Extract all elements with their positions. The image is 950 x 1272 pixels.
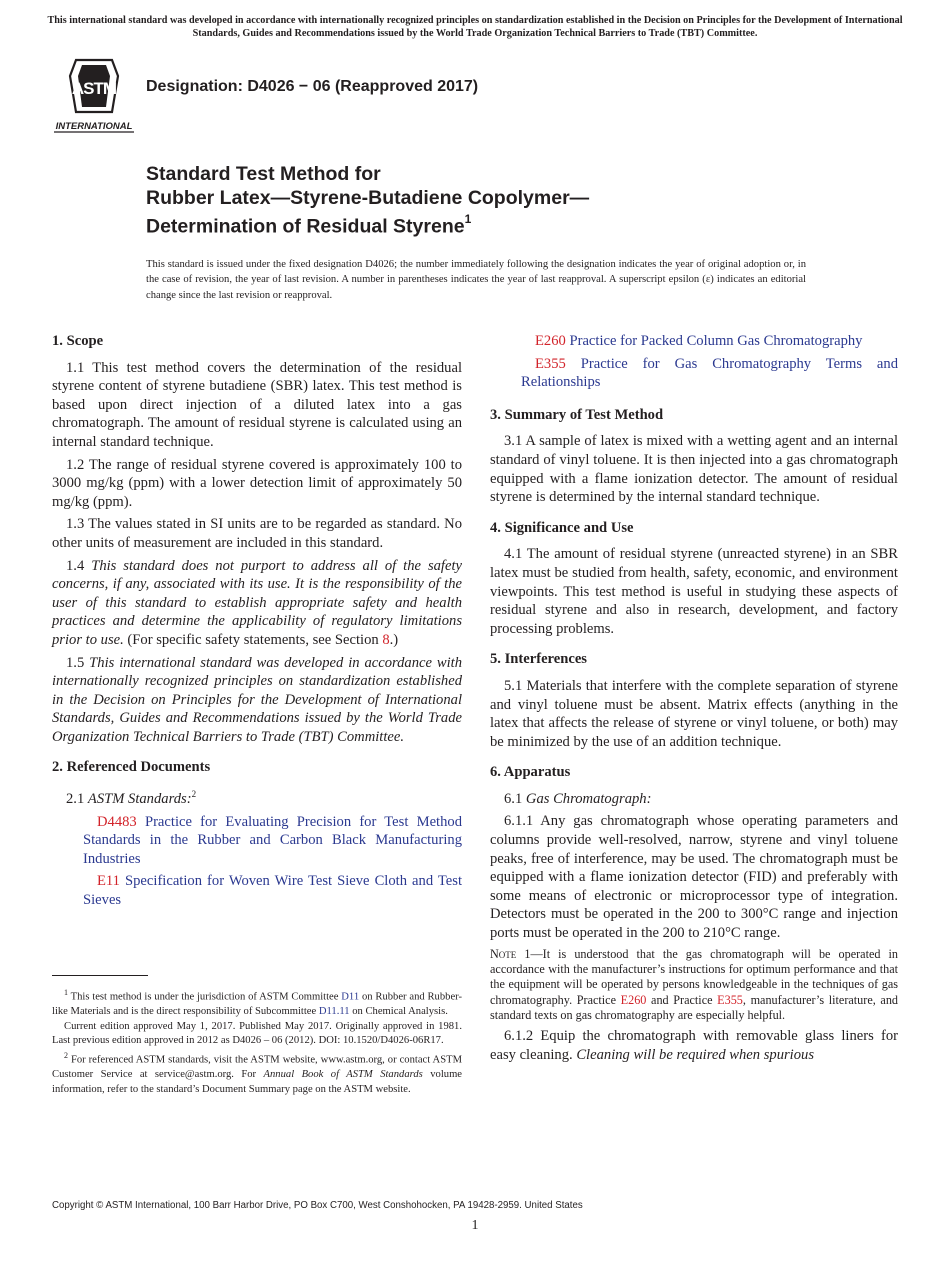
footnote-edition: Current edition approved May 1, 2017. Published May 2017. Originally approved in 1981. Last previous edition approved in 2012 as D4026 – 06 (2012). DOI: 10.1520/D4026-06R17. bbox=[52, 1020, 462, 1047]
title-line-1: Standard Test Method for bbox=[146, 163, 381, 185]
para-3-1: 3.1 A sample of latex is mixed with a wetting agent and an internal standard of vinyl toluene. It is then injected into a gas chromatograph equipped with a flame ionization detector. The amount of residual styrene is determined by the internal standard technique. bbox=[490, 433, 898, 506]
para-6-1: 6.1 Gas Chromatograph: bbox=[504, 790, 652, 807]
footnotes bbox=[52, 986, 462, 1097]
para-1-1: 1.1 This test method covers the determination of the residual styrene content of styrene butadiene (SBR) latex. This test method is based upon direct injection of a diluted latex into a gas chromatograph. The amount of residual styrene is calculated using an internal standard technique. bbox=[52, 359, 462, 450]
para-1-3: 1.3 The values stated in SI units are to be regarded as standard. No other units of measurement are included in this standard. bbox=[52, 516, 462, 551]
reference-e11[interactable]: E11 Specification for Woven Wire Test Sieve Cloth and Test Sieves bbox=[83, 873, 462, 908]
para-6-1-1: 6.1.1 Any gas chromatograph whose operating parameters and columns provide well-resolved, narrow, styrene and vinyl toluene peaks, free of interference, may be used. The chromatograph must be equipped with a flame ionization detector (FID) and preferably with some means of electronic or microprocessor type of integration. Detectors must be operated in the 200 to 300°C range and injection ports must be operated in the 200 to 210°C range. bbox=[490, 813, 898, 942]
astm-emblem-icon bbox=[52, 60, 136, 132]
page-title bbox=[146, 163, 589, 239]
left-column bbox=[52, 332, 462, 913]
copyright: Copyright © ASTM International, 100 Barr Harbor Drive, PO Box C700, West Conshohocken, PA 19428-2959. United States bbox=[52, 1200, 583, 1211]
section-heading-interferences: 5. Interferences bbox=[490, 651, 587, 668]
title-line-2: Rubber Latex—Styrene-Butadiene Copolymer— bbox=[146, 186, 590, 209]
page-number: 1 bbox=[471, 1218, 479, 1233]
reference-e355[interactable]: E355 Practice for Gas Chromatography Terms and Relationships bbox=[521, 355, 898, 391]
para-5-1: 5.1 Materials that interfere with the complete separation of styrene and vinyl toluene must be absent. Matrix effects (anything in the latex that affects the release of styrene or vinyl toluene, or both) may be minimized by the use of an addition technique. bbox=[490, 677, 898, 750]
para-1-2: 1.2 The range of residual styrene covered is approximately 100 to 3000 mg/kg (ppm) with a lower detection limit of approximately 50 mg/kg (ppm). bbox=[52, 456, 462, 510]
para-6-1-2: 6.1.2 Equip the chromatograph with removable glass liners for easy cleaning. Cleaning will be required when spurious bbox=[490, 1028, 898, 1063]
tbt-notice: This international standard was developed in accordance with internationally recognized principles on standardization established in the Decision on Principles for the Development of International Standards, Guides and Recommendations issued by the World Trade Organization Technical Barriers to Trade (TBT) Committee. bbox=[47, 15, 903, 39]
para-4-1: 4.1 The amount of residual styrene (unreacted styrene) in an SBR latex must be studied from health, safety, economic, and environment viewpoints. This test method is useful in studying these aspects of residual styrene and also in research, development, and factory processing problems. bbox=[490, 546, 898, 637]
reference-d4483[interactable]: D4483 Practice for Evaluating Precision for Test Method Standards in the Rubber and Carbon Black Manufacturing Industries bbox=[83, 813, 462, 867]
svg-text:INTERNATIONAL: INTERNATIONAL bbox=[55, 121, 133, 132]
d11-11-link[interactable]: D11.11 bbox=[318, 1006, 350, 1018]
svg-text:ASTM: ASTM bbox=[71, 79, 117, 98]
astm-logo bbox=[52, 56, 136, 134]
note-1: Note 1—It is understood that the gas chromatograph will be operated in accordance with the manufacturer’s instructions for optimum performance and that the equipment will be operated by persons knowledgeable in the techniques of gas chromatography. Practice E260 and Practice E355, manufacturer’s literature, and standard texts on gas chromatography are especially helpful. bbox=[490, 946, 899, 1022]
section-heading-referenced-documents: 2. Referenced Documents bbox=[52, 759, 211, 776]
title-line-3: Determination of Residual Styrene bbox=[146, 215, 465, 238]
designation: Designation: D4026 − 06 (Reapproved 2017) bbox=[146, 78, 479, 95]
issuance-note: This standard is issued under the fixed designation D4026; the number immediately following the designation indicates the year of original adoption or, in the case of revision, the year of last revision. A number in parentheses indicates the year of last reapproval. A superscript epsilon (ε) indicates an editorial change since the last revision or reapproval. bbox=[146, 259, 806, 301]
footnote-2: $^2$ For referenced ASTM standards, visit the ASTM website, www.astm.org, or contact ASTM Customer Service at service@astm.org. For Annual Book of ASTM Standards volume information, refer to the standard’s Document Summary page on the ASTM website. bbox=[52, 1050, 463, 1095]
para-2-1: 2.1 ASTM Standards:$^2$ bbox=[66, 789, 197, 807]
e260-link[interactable]: E260 bbox=[620, 992, 647, 1007]
para-1-4: 1.4 This standard does not purport to address all of the safety concerns, if any, associated with its use. It is the responsibility of the user of this standard to establish appropriate safety and health practices and determine the applicability of regulatory limitations prior to use. (For specific safety statements, see Section 8.) bbox=[52, 557, 462, 648]
section-heading-apparatus: 6. Apparatus bbox=[490, 764, 571, 781]
section-heading-scope: 1. Scope bbox=[52, 333, 104, 349]
section-heading-significance: 4. Significance and Use bbox=[490, 519, 634, 536]
reference-e260[interactable]: E260 Practice for Packed Column Gas Chromatography bbox=[535, 333, 863, 349]
e355-link[interactable]: E355 bbox=[717, 992, 743, 1007]
d11-link[interactable]: D11 bbox=[341, 991, 360, 1003]
section-heading-summary: 3. Summary of Test Method bbox=[490, 406, 664, 423]
title-footnote-ref: 1 bbox=[464, 212, 472, 226]
section-8-link[interactable]: 8 bbox=[382, 631, 390, 648]
footnote-1: $^1$ This test method is under the jurisdiction of ASTM Committee D11 on Rubber and Rubber-like Materials and is the direct responsibility of Subcommittee D11.11 on Chemical Analysis. bbox=[52, 988, 462, 1018]
footnote-divider bbox=[52, 975, 148, 976]
para-1-5: 1.5 This international standard was developed in accordance with internationally recognized principles on standardization established in the Decision on Principles for the Development of International Standards, Guides and Recommendations issued by the World Trade Organization Technical Barriers to Trade (TBT) Committee. bbox=[52, 654, 463, 745]
right-column bbox=[490, 332, 898, 1068]
